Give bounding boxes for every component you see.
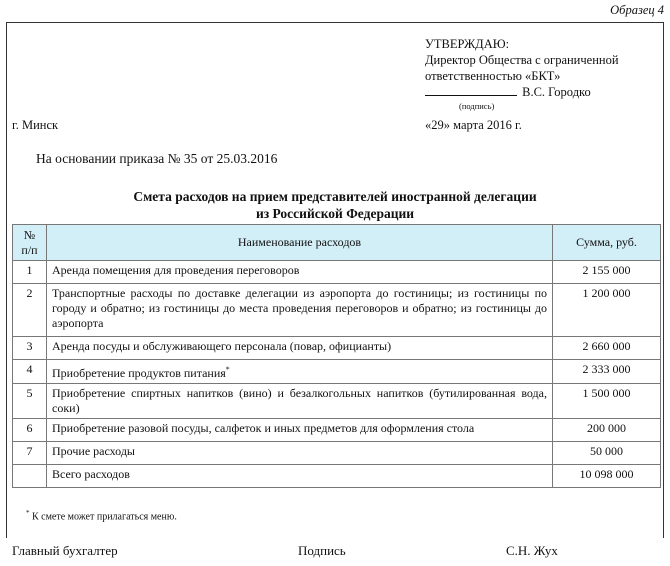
row-sum: 2 155 000 <box>553 261 661 284</box>
approval-line-1: Директор Общества с ограниченной <box>425 53 619 67</box>
row-name: Прочие расходы <box>47 442 553 465</box>
expense-table <box>12 224 661 488</box>
row-sum: 1 500 000 <box>553 384 661 419</box>
table-row <box>13 419 661 442</box>
row-number: 1 <box>13 261 47 284</box>
sample-label: Образец 4 <box>610 3 664 17</box>
total-sum: 10 098 000 <box>553 465 661 488</box>
table-row <box>13 261 661 284</box>
top-divider <box>6 22 664 23</box>
row-name: Транспортные расходы по доставке делегации из аэропорта до гостиницы; из гостиницы по городу и обратно; из гостиницы до места проведения переговоров и обратно; из гостиницы до аэропорта <box>47 284 553 337</box>
row-sum: 2 660 000 <box>553 337 661 360</box>
title-line-1: Смета расходов на прием представителей иностранной делегации <box>133 189 537 204</box>
approval-heading: УТВЕРЖДАЮ: <box>425 37 510 51</box>
row-number: 4 <box>13 360 47 384</box>
table-row <box>13 384 661 419</box>
header-number-line-1: № <box>23 227 36 242</box>
header-sum: Сумма, руб. <box>553 225 661 261</box>
row-sum: 50 000 <box>553 442 661 465</box>
footnote-mark: * <box>26 509 30 517</box>
approval-date: «29» марта 2016 г. <box>425 118 522 132</box>
document-title <box>0 188 670 222</box>
row-number: 7 <box>13 442 47 465</box>
table-row <box>13 442 661 465</box>
header-number-line-2: п/п <box>21 242 38 257</box>
row-name: Аренда посуды и обслуживающего персонала (повар, официанты) <box>47 337 553 360</box>
footnote-text: К смете может прилагаться меню. <box>29 511 177 523</box>
approval-signer: В.С. Городко <box>522 85 591 99</box>
footnote-marker: * <box>225 365 230 374</box>
footnote <box>26 509 177 522</box>
signature-name: С.Н. Жух <box>506 543 558 558</box>
row-name: Приобретение спиртных напитков (вино) и безалкогольных напитков (бутилированная вода, соки) <box>47 384 553 419</box>
signature-line <box>425 84 517 96</box>
approval-block <box>425 36 665 111</box>
approval-line-2: ответственностью «БКТ» <box>425 69 561 83</box>
row-number: 6 <box>13 419 47 442</box>
title-line-2: из Российской Федерации <box>255 206 415 221</box>
total-label: Всего расходов <box>47 465 553 488</box>
approval-signature-row <box>425 84 665 111</box>
row-number: 2 <box>13 284 47 337</box>
row-sum: 200 000 <box>553 419 661 442</box>
row-name: Приобретение разовой посуды, салфеток и иных предметов для оформления стола <box>47 419 553 442</box>
table-row <box>13 284 661 337</box>
table-header-row <box>13 225 661 261</box>
city: г. Минск <box>12 118 59 132</box>
row-name-text: Приобретение продуктов питания <box>52 366 226 380</box>
row-sum: 1 200 000 <box>553 284 661 337</box>
total-number <box>13 465 47 488</box>
row-name <box>47 360 553 384</box>
table-total-row <box>13 465 661 488</box>
table-row <box>13 337 661 360</box>
frame-left-border <box>6 22 7 538</box>
row-name: Аренда помещения для проведения переговоров <box>47 261 553 284</box>
signature-note: (подпись) <box>459 101 495 111</box>
row-number: 5 <box>13 384 47 419</box>
row-sum: 2 333 000 <box>553 360 661 384</box>
basis-text: На основании приказа № 35 от 25.03.2016 <box>36 151 278 166</box>
table-row <box>13 360 661 384</box>
header-number <box>13 225 47 261</box>
row-number: 3 <box>13 337 47 360</box>
header-name: Наименование расходов <box>47 225 553 261</box>
signature-label: Подпись <box>298 543 346 558</box>
signature-position: Главный бухгалтер <box>12 543 118 558</box>
